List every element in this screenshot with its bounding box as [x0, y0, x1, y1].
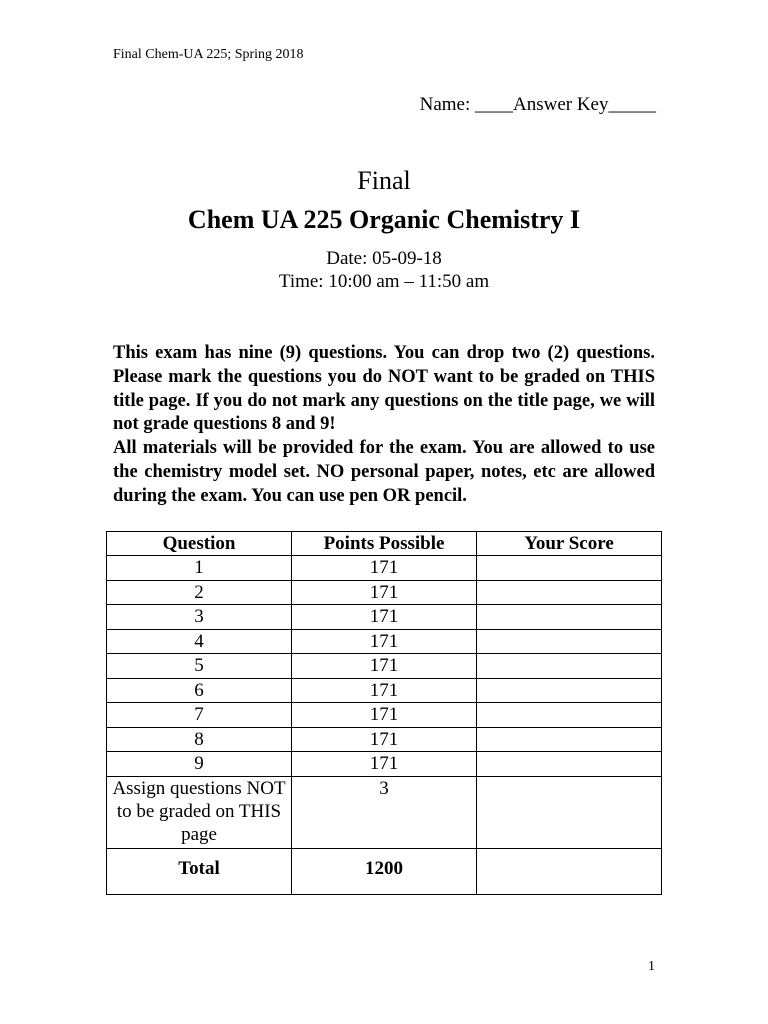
table-row — [107, 703, 662, 728]
points-cell: 171 — [292, 556, 477, 581]
assign-label-cell: Assign questions NOT to be graded on THIS page — [107, 776, 292, 848]
page-header: Final Chem-UA 225; Spring 2018 — [113, 47, 304, 62]
points-cell: 171 — [292, 727, 477, 752]
points-cell: 171 — [292, 703, 477, 728]
score-table-header-row — [107, 532, 662, 556]
points-cell: 171 — [292, 605, 477, 630]
assign-points-cell: 3 — [292, 776, 477, 848]
question-cell: 5 — [107, 654, 292, 679]
points-cell: 171 — [292, 654, 477, 679]
table-row — [107, 629, 662, 654]
points-cell: 171 — [292, 580, 477, 605]
score-cell — [477, 605, 662, 630]
score-cell — [477, 727, 662, 752]
name-line: Name: ____Answer Key_____ — [419, 94, 656, 115]
header-your-score: Your Score — [477, 532, 662, 556]
table-row — [107, 605, 662, 630]
exam-date: Date: 05-09-18 — [326, 248, 442, 269]
points-cell: 171 — [292, 678, 477, 703]
total-score-cell — [477, 848, 662, 894]
table-row — [107, 727, 662, 752]
instructions-paragraph-2: All materials will be provided for the exam. You are allowed to use the chemistry model set. NO personal paper, notes, etc are allowed during the exam. You can use pen OR pencil. — [113, 438, 655, 506]
total-label-cell: Total — [107, 848, 292, 894]
course-title: Chem UA 225 Organic Chemistry I — [187, 205, 581, 234]
table-row — [107, 752, 662, 777]
score-cell — [477, 678, 662, 703]
total-points-cell: 1200 — [292, 848, 477, 894]
score-cell — [477, 580, 662, 605]
question-cell: 4 — [107, 629, 292, 654]
points-cell: 171 — [292, 752, 477, 777]
question-cell: 2 — [107, 580, 292, 605]
exam-time: Time: 10:00 am – 11:50 am — [278, 271, 490, 292]
question-cell: 3 — [107, 605, 292, 630]
table-row — [107, 556, 662, 581]
question-cell: 6 — [107, 678, 292, 703]
assign-score-cell — [477, 776, 662, 848]
table-row — [107, 654, 662, 679]
instructions — [113, 342, 655, 509]
score-cell — [477, 556, 662, 581]
question-cell: 8 — [107, 727, 292, 752]
score-table — [106, 531, 662, 895]
question-cell: 9 — [107, 752, 292, 777]
exam-title: Final — [357, 166, 411, 195]
page-number: 1 — [648, 959, 655, 974]
header-question: Question — [107, 532, 292, 556]
table-row — [107, 678, 662, 703]
points-cell: 171 — [292, 629, 477, 654]
question-cell: 7 — [107, 703, 292, 728]
score-cell — [477, 752, 662, 777]
score-cell — [477, 629, 662, 654]
score-cell — [477, 654, 662, 679]
score-cell — [477, 703, 662, 728]
question-cell: 1 — [107, 556, 292, 581]
table-row — [107, 580, 662, 605]
header-points-possible: Points Possible — [292, 532, 477, 556]
instructions-paragraph-1: This exam has nine (9) questions. You can drop two (2) questions. Please mark the questions you do NOT want to be graded on THIS title page. If you do not mark any questions on the title page, we will not grade questions 8 and 9! — [113, 343, 655, 435]
total-row — [107, 848, 662, 894]
assign-row — [107, 776, 662, 848]
